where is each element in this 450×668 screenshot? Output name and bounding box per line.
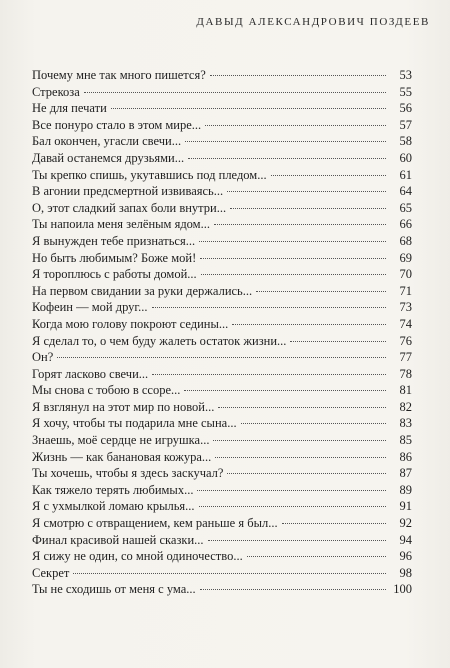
toc-entry-title: Но быть любимым? Боже мой! xyxy=(32,250,197,265)
toc-entry-title: Не для печати xyxy=(32,101,107,116)
toc-entry xyxy=(32,283,412,300)
toc-entry-title: Почему мне так много пишется? xyxy=(32,68,206,82)
toc-entry xyxy=(32,366,412,383)
toc-entry xyxy=(32,498,412,515)
dot-leader xyxy=(227,473,386,474)
dot-leader xyxy=(213,440,386,441)
toc-entry-title: Ты не сходишь от меня с ума... xyxy=(32,582,196,597)
toc-entry xyxy=(32,117,412,134)
toc-entry-page-number: 56 xyxy=(399,101,412,116)
dot-leader xyxy=(199,241,386,242)
toc-entry xyxy=(32,432,412,449)
toc-entry-page-number: 60 xyxy=(399,150,412,165)
dot-leader xyxy=(215,457,386,458)
toc-entry xyxy=(32,548,412,565)
dot-leader xyxy=(227,191,386,192)
toc-entry-page-number: 89 xyxy=(399,482,412,497)
dot-leader xyxy=(188,158,386,159)
toc-entry-page-number: 70 xyxy=(399,267,412,282)
toc-entry-title: Ты крепко спишь, укутавшись под пледом... xyxy=(32,167,267,182)
toc-entry-title: Я взглянул на этот мир по новой... xyxy=(32,399,215,414)
toc-entry-page-number: 53 xyxy=(399,68,412,82)
toc-entry-title: Я хочу, чтобы ты подарила мне сына... xyxy=(32,416,237,431)
dot-leader xyxy=(184,390,386,391)
toc-entry xyxy=(32,84,412,101)
toc-entry-page-number: 96 xyxy=(399,549,412,564)
toc-entry-title: Все понуро стало в этом мире... xyxy=(32,117,202,132)
toc-entry-title: Бал окончен, угасли свечи... xyxy=(32,134,182,149)
toc-entry-page-number: 82 xyxy=(399,399,412,414)
toc-entry-page-number: 86 xyxy=(399,449,412,464)
toc-entry-title: Ты хочешь, чтобы я здесь заскучал? xyxy=(32,466,224,481)
toc-entry xyxy=(32,183,412,200)
toc-entry-title: Я смотрю с отвращением, кем раньше я был... xyxy=(32,516,278,531)
toc-entry xyxy=(32,532,412,549)
toc-entry-title: Секрет xyxy=(32,565,70,580)
toc-entry-title: Как тяжело терять любимых... xyxy=(32,482,194,497)
running-header-author: ДАВЫД АЛЕКСАНДРОВИЧ ПОЗДЕЕВ xyxy=(196,16,430,28)
toc-entry-page-number: 64 xyxy=(399,184,412,199)
toc-entry-page-number: 68 xyxy=(399,233,412,248)
toc-entry xyxy=(32,299,412,316)
toc-entry-title: Финал красивой нашей сказки... xyxy=(32,532,204,547)
toc-entry xyxy=(32,482,412,499)
toc-entry xyxy=(32,167,412,184)
toc-entry-title: Давай останемся друзьями... xyxy=(32,150,185,165)
toc-entry xyxy=(32,465,412,482)
dot-leader xyxy=(152,307,386,308)
toc-entry-page-number: 98 xyxy=(399,565,412,580)
toc-entry-title: Горят ласково свечи... xyxy=(32,366,149,381)
dot-leader xyxy=(230,208,386,209)
dot-leader xyxy=(271,175,386,176)
toc-entry xyxy=(32,67,412,84)
toc-entry-page-number: 74 xyxy=(399,316,412,331)
toc-entry-title: Когда мою голову покроют седины... xyxy=(32,316,229,331)
toc-entry xyxy=(32,200,412,217)
toc-entry-page-number: 58 xyxy=(399,134,412,149)
toc-entry xyxy=(32,349,412,366)
toc-entry xyxy=(32,150,412,167)
toc-entry-title: Я сделал то, о чем буду жалеть остаток жизни... xyxy=(32,333,287,348)
toc-entry xyxy=(32,133,412,150)
toc-entry-title: В агонии предсмертной извиваясь... xyxy=(32,184,224,199)
toc-entry-page-number: 76 xyxy=(399,333,412,348)
toc-entry-page-number: 92 xyxy=(399,516,412,531)
dot-leader xyxy=(57,357,386,358)
toc-entry xyxy=(32,449,412,466)
dot-leader xyxy=(197,490,386,491)
toc-entry xyxy=(32,333,412,350)
toc-entry-page-number: 66 xyxy=(399,217,412,232)
toc-entry xyxy=(32,382,412,399)
dot-leader xyxy=(84,92,386,93)
toc-entry-page-number: 71 xyxy=(399,283,412,298)
toc-entry-title: Кофеин — мой друг... xyxy=(32,300,148,315)
dot-leader xyxy=(282,523,386,524)
dot-leader xyxy=(200,589,386,590)
dot-leader xyxy=(210,75,386,76)
dot-leader xyxy=(241,423,386,424)
toc-entry xyxy=(32,415,412,432)
toc-entry-title: Я вынужден тебе признаться... xyxy=(32,233,196,248)
toc-entry-title: Стрекоза xyxy=(32,84,80,99)
toc-entry xyxy=(32,233,412,250)
toc-entry-title: На первом свидании за руки держались... xyxy=(32,283,253,298)
toc-entry-page-number: 81 xyxy=(399,383,412,398)
dot-leader xyxy=(290,341,386,342)
toc-entry-page-number: 100 xyxy=(393,582,412,597)
toc-entry-title: Знаешь, моё сердце не игрушка... xyxy=(32,433,210,448)
toc-entry xyxy=(32,399,412,416)
dot-leader xyxy=(199,506,386,507)
toc-entry-page-number: 83 xyxy=(399,416,412,431)
toc-entry-title: Он? xyxy=(32,350,54,365)
dot-leader xyxy=(205,125,386,126)
toc-entry-title: Жизнь — как банановая кожура... xyxy=(32,449,212,464)
toc-entry xyxy=(32,100,412,117)
toc-entry-page-number: 91 xyxy=(399,499,412,514)
dot-leader xyxy=(208,540,386,541)
dot-leader xyxy=(201,274,386,275)
toc-entry-title: Ты напоила меня зелёным ядом... xyxy=(32,217,210,232)
toc-entry-page-number: 78 xyxy=(399,366,412,381)
toc-entry-page-number: 69 xyxy=(399,250,412,265)
toc-entry-page-number: 94 xyxy=(399,532,412,547)
toc-entry-title: Мы снова с тобою в ссоре... xyxy=(32,383,181,398)
toc-entry-title: Я сижу не один, со мной одиночество... xyxy=(32,549,243,564)
dot-leader xyxy=(111,108,386,109)
dot-leader xyxy=(232,324,386,325)
toc-entry-page-number: 73 xyxy=(399,300,412,315)
toc-entry-page-number: 55 xyxy=(399,84,412,99)
toc-entry-page-number: 85 xyxy=(399,433,412,448)
dot-leader xyxy=(185,141,386,142)
dot-leader xyxy=(152,374,386,375)
toc-entry xyxy=(32,216,412,233)
toc-entry xyxy=(32,565,412,582)
dot-leader xyxy=(218,407,386,408)
dot-leader xyxy=(247,556,386,557)
toc-entry xyxy=(32,581,412,598)
toc-entry-title: Я тороплюсь с работы домой... xyxy=(32,267,197,282)
toc-entry-page-number: 77 xyxy=(399,350,412,365)
toc-entry xyxy=(32,316,412,333)
dot-leader xyxy=(200,258,386,259)
dot-leader xyxy=(73,573,386,574)
toc-entry xyxy=(32,250,412,267)
toc-entry-page-number: 57 xyxy=(399,117,412,132)
toc-entry-title: Я с ухмылкой ломаю крылья... xyxy=(32,499,195,514)
toc-entry xyxy=(32,515,412,532)
toc-entry xyxy=(32,266,412,283)
toc-entry-title: О, этот сладкий запах боли внутри... xyxy=(32,200,227,215)
dot-leader xyxy=(214,224,386,225)
toc-entry-page-number: 61 xyxy=(399,167,412,182)
table-of-contents xyxy=(32,67,412,598)
toc-entry-page-number: 87 xyxy=(399,466,412,481)
dot-leader xyxy=(256,291,386,292)
toc-entry-page-number: 65 xyxy=(399,200,412,215)
